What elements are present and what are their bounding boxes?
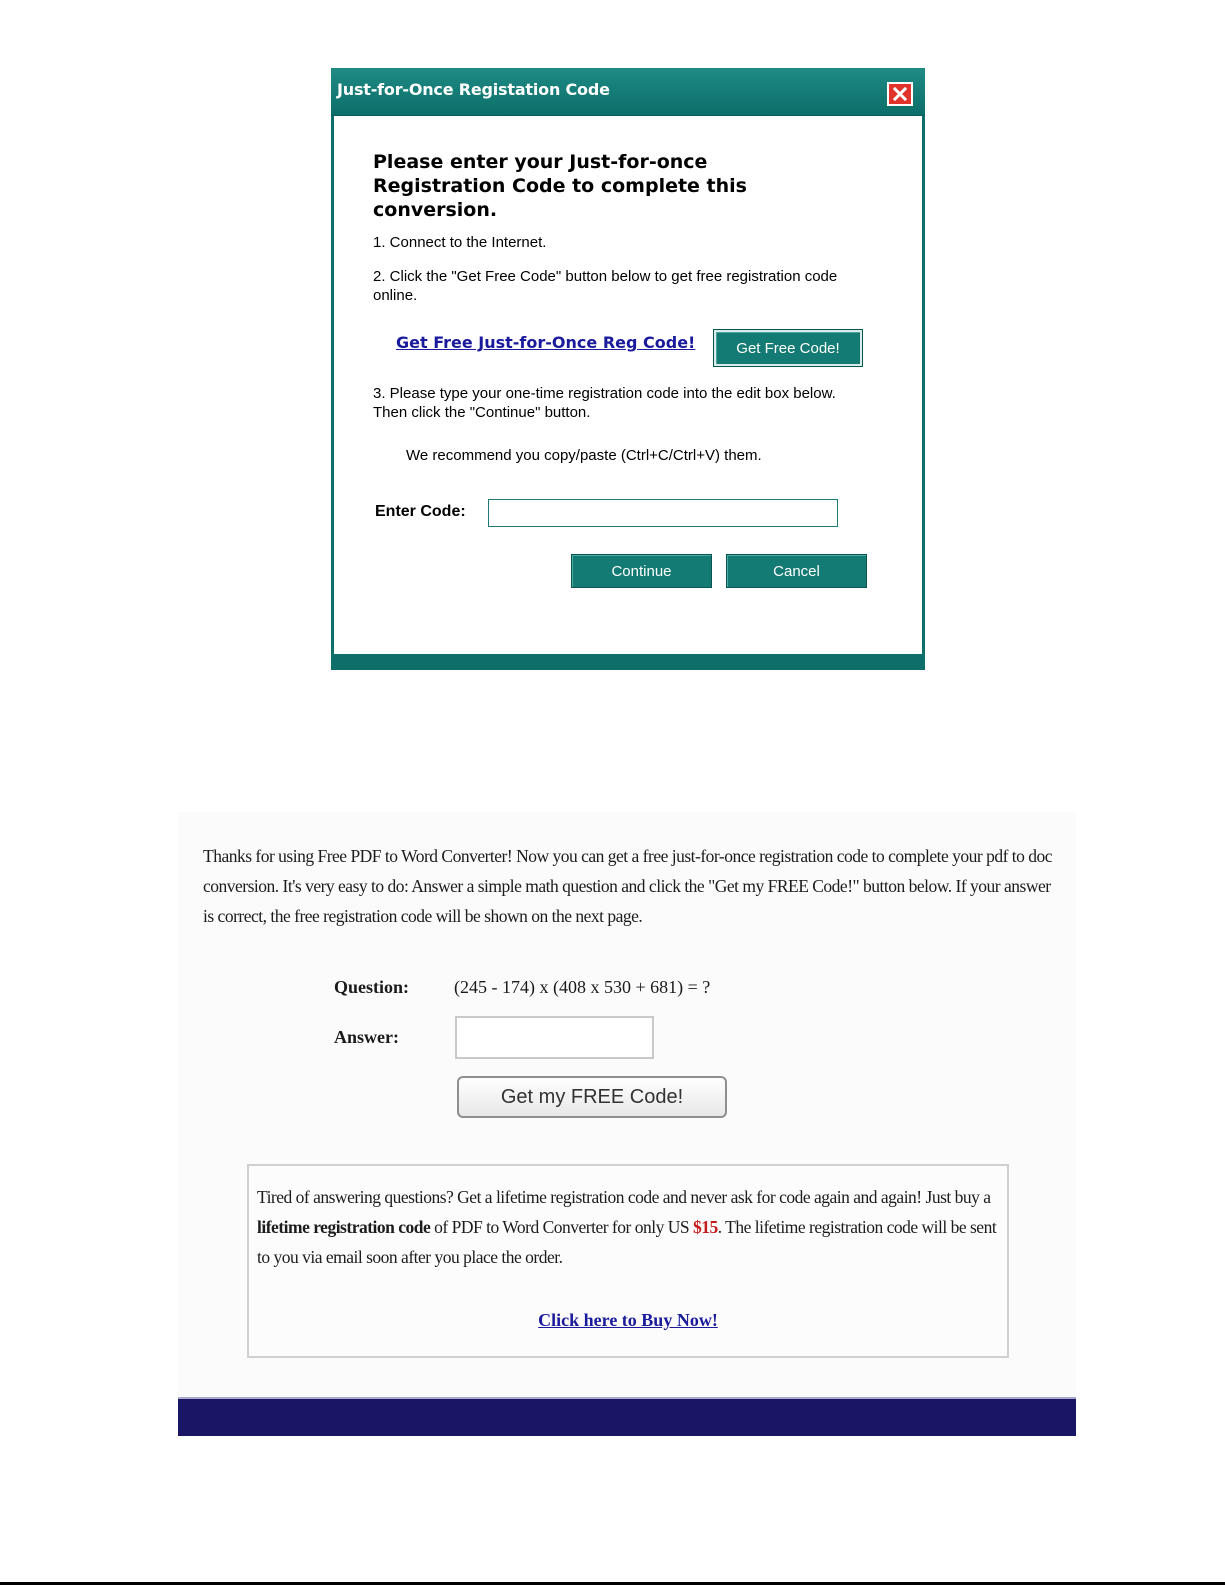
dialog-bottom-bar — [331, 654, 925, 670]
page-footer-bar — [178, 1397, 1076, 1436]
get-free-code-button[interactable]: Get Free Code! — [714, 330, 862, 366]
enter-code-label: Enter Code: — [375, 503, 466, 520]
intro-paragraph: Thanks for using Free PDF to Word Converter! Now you can get a free just-for-once registration code to complete your pdf to doc conversion. It's very easy to do: Answer a simple math question and click the "Get my FREE Code!" button below. If your answer is correct, the free registration code will be shown on the next page. — [203, 846, 1053, 926]
recommend-note: We recommend you copy/paste (Ctrl+C/Ctrl+V) them. — [406, 447, 762, 464]
question-label: Question: — [334, 977, 410, 997]
promo-text-end: . The lifetime registration code will be sent to you via email soon after you place the order. — [257, 1217, 997, 1267]
enter-code-input[interactable] — [488, 499, 838, 527]
get-my-free-code-button[interactable]: Get my FREE Code! — [457, 1076, 727, 1118]
get-free-code-link[interactable]: Get Free Just-for-Once Reg Code! — [396, 333, 696, 352]
registration-dialog — [331, 68, 925, 670]
promo-price: $15 — [692, 1217, 718, 1237]
dialog-title-bar — [331, 68, 925, 116]
lifetime-code-promo-box — [247, 1164, 1009, 1358]
dialog-heading: Please enter your Just-for-once Registration Code to complete this conversion. — [373, 151, 747, 221]
continue-button[interactable]: Continue — [571, 554, 712, 588]
answer-label: Answer: — [334, 1027, 399, 1047]
web-page-panel — [178, 812, 1076, 1436]
promo-text-middle: of PDF to Word Converter for only US — [434, 1217, 690, 1237]
promo-bold-text: lifetime registration code — [257, 1217, 431, 1237]
promo-text-start: Tired of answering questions? Get a lifetime registration code and never ask for code again and again! Just buy a — [257, 1187, 991, 1207]
dialog-title: Just-for-Once Registation Code — [337, 80, 610, 99]
step-3-text: 3. Please type your one-time registration code into the edit box below. Then click the "Continue" button. — [373, 385, 836, 421]
promo-paragraph — [257, 1182, 1001, 1272]
close-icon — [893, 87, 907, 101]
answer-input[interactable] — [455, 1016, 654, 1059]
cancel-button[interactable]: Cancel — [726, 554, 867, 588]
dialog-body — [331, 116, 925, 654]
step-1-text: 1. Connect to the Internet. — [373, 234, 547, 251]
buy-now-link[interactable]: Click here to Buy Now! — [538, 1310, 718, 1330]
close-button[interactable] — [887, 82, 913, 106]
step-2-text: 2. Click the "Get Free Code" button below to get free registration code online. — [373, 268, 838, 304]
question-text: (245 - 174) x (408 x 530 + 681) = ? — [454, 977, 711, 997]
